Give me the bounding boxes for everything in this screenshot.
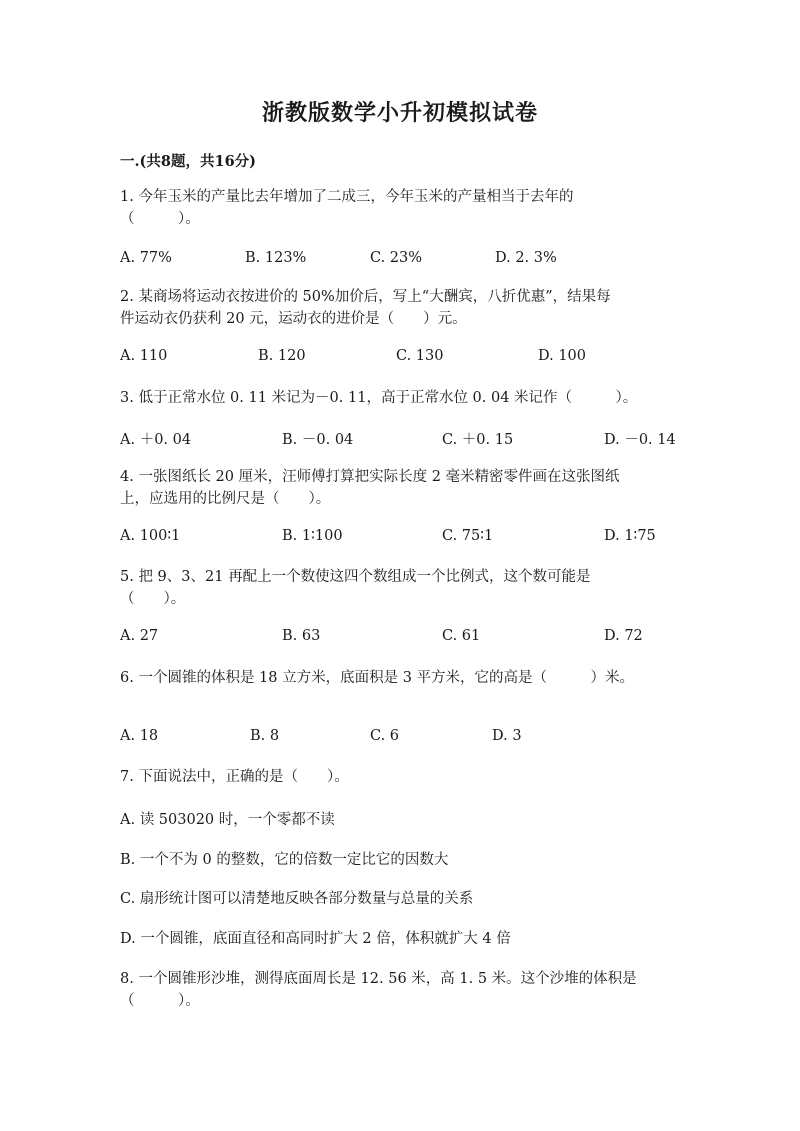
- question-line: （ ）。: [120, 211, 200, 227]
- option-c[interactable]: C. 75∶1: [442, 528, 494, 544]
- question-line: 1. 今年玉米的产量比去年增加了二成三，今年玉米的产量相当于去年的: [120, 189, 574, 205]
- option-a[interactable]: A. 读 503020 时，一个零都不读: [120, 812, 335, 828]
- option-b[interactable]: B. 8: [250, 728, 280, 744]
- option-c[interactable]: C. 扇形统计图可以清楚地反映各部分数量与总量的关系: [120, 891, 474, 907]
- option-d[interactable]: D. 72: [604, 628, 643, 644]
- option-b[interactable]: B. 123%: [245, 250, 307, 266]
- question-line: 2. 某商场将运动衣按进价的 50%加价后，写上“大酬宾，八折优惠”，结果每: [120, 289, 611, 305]
- question-line: 6. 一个圆锥的体积是 18 立方米，底面积是 3 平方米，它的高是（ ）米。: [120, 670, 635, 686]
- options-6: [120, 728, 680, 750]
- option-d[interactable]: D. 1∶75: [604, 528, 656, 544]
- option-b[interactable]: B. 63: [282, 628, 321, 644]
- option-d[interactable]: D. 3: [492, 728, 522, 744]
- option-b[interactable]: B. 120: [258, 348, 306, 364]
- question-line: 8. 一个圆锥形沙堆，测得底面周长是 12. 56 米，高 1. 5 米。这个沙堆的体积是: [120, 971, 637, 987]
- option-c[interactable]: C. 61: [442, 628, 481, 644]
- option-b[interactable]: B. 一个不为 0 的整数，它的倍数一定比它的因数大: [120, 852, 449, 868]
- option-b[interactable]: B. －0. 04: [282, 432, 354, 448]
- option-c[interactable]: C. 23%: [370, 250, 423, 266]
- option-b[interactable]: B. 1∶100: [282, 528, 343, 544]
- question-1: [120, 186, 680, 230]
- page-title: 浙教版数学小升初模拟试卷: [261, 100, 538, 126]
- question-line: （ ）。: [120, 591, 186, 607]
- option-a[interactable]: A. 18: [120, 728, 159, 744]
- question-line: 件运动衣仍获利 20 元，运动衣的进价是（ ）元。: [120, 311, 467, 327]
- section-heading: 一.(共8题，共16分): [120, 153, 257, 170]
- option-a[interactable]: A. 77%: [120, 250, 172, 266]
- question-line: （ ）。: [120, 993, 200, 1009]
- option-d[interactable]: D. 一个圆锥，底面直径和高同时扩大 2 倍，体积就扩大 4 倍: [120, 931, 511, 947]
- options-1: [120, 250, 680, 272]
- option-c[interactable]: C. 6: [370, 728, 400, 744]
- options-5: [120, 628, 680, 650]
- options-3: [120, 428, 680, 450]
- option-d[interactable]: D. 2. 3%: [495, 250, 557, 266]
- question-line: 5. 把 9、3、21 再配上一个数使这四个数组成一个比例式，这个数可能是: [120, 569, 591, 585]
- option-c[interactable]: C. 130: [396, 348, 444, 364]
- question-line: 7. 下面说法中，正确的是（ ）。: [120, 769, 349, 785]
- option-d[interactable]: D. －0. 14: [604, 432, 676, 448]
- option-a[interactable]: A. 27: [120, 628, 159, 644]
- question-5: [120, 566, 680, 610]
- option-a[interactable]: A. 110: [120, 348, 168, 364]
- options-2: [120, 348, 680, 370]
- option-a[interactable]: A. ＋0. 04: [120, 432, 192, 448]
- question-3: [120, 387, 680, 409]
- question-8: [120, 968, 680, 1012]
- question-line: 4. 一张图纸长 20 厘米，汪师傅打算把实际长度 2 毫米精密零件画在这张图纸: [120, 469, 620, 485]
- options-4: [120, 528, 680, 550]
- question-4: [120, 466, 680, 510]
- question-6: [120, 667, 680, 689]
- option-a[interactable]: A. 100∶1: [120, 528, 181, 544]
- question-2: [120, 286, 680, 330]
- option-d[interactable]: D. 100: [538, 348, 587, 364]
- question-7: [120, 766, 680, 788]
- question-line: 上，应选用的比例尺是（ ）。: [120, 491, 331, 507]
- option-c[interactable]: C. ＋0. 15: [442, 432, 514, 448]
- question-line: 3. 低于正常水位 0. 11 米记为－0. 11，高于正常水位 0. 04 米记作（ ）。: [120, 390, 638, 406]
